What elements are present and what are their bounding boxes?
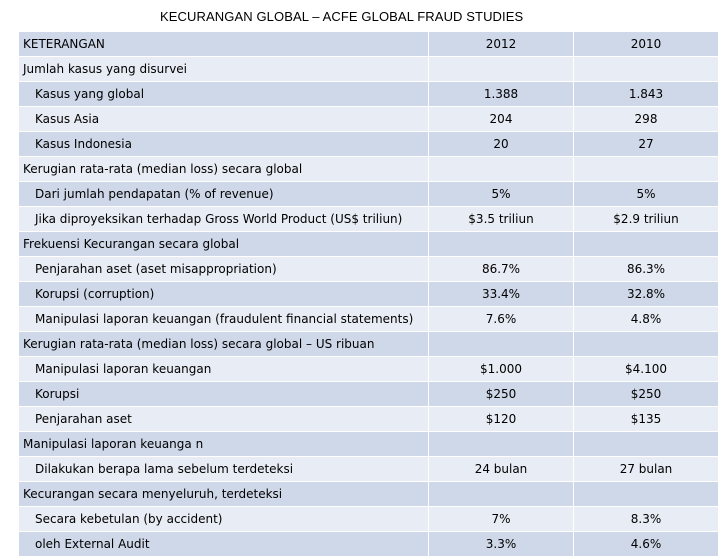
value-2012	[429, 57, 574, 82]
value-2010: 8.3%	[574, 507, 719, 532]
row-label: Korupsi	[19, 382, 429, 407]
value-2010: $250	[574, 382, 719, 407]
table-row	[19, 107, 719, 132]
value-2010: 4.6%	[574, 532, 719, 557]
table-row	[19, 207, 719, 232]
table-row	[19, 407, 719, 432]
section-row	[19, 157, 719, 182]
value-2012	[429, 157, 574, 182]
table-row	[19, 132, 719, 157]
value-2012: 1.388	[429, 82, 574, 107]
value-2012: 7%	[429, 507, 574, 532]
value-2012: 24 bulan	[429, 457, 574, 482]
row-label: Penjarahan aset	[19, 407, 429, 432]
value-2012: 33.4%	[429, 282, 574, 307]
row-label: Korupsi (corruption)	[19, 282, 429, 307]
value-2010	[574, 57, 719, 82]
value-2010: 32.8%	[574, 282, 719, 307]
header-2012: 2012	[429, 32, 574, 57]
value-2010: $135	[574, 407, 719, 432]
section-row	[19, 432, 719, 457]
value-2012: 86.7%	[429, 257, 574, 282]
row-label: Kasus yang global	[19, 82, 429, 107]
value-2010	[574, 157, 719, 182]
section-label: Kerugian rata-rata (median loss) secara global	[19, 157, 429, 182]
row-label: Secara kebetulan (by accident)	[19, 507, 429, 532]
table-row	[19, 507, 719, 532]
value-2012: 5%	[429, 182, 574, 207]
row-label: Manipulasi laporan keuangan	[19, 357, 429, 382]
section-label: Frekuensi Kecurangan secara global	[19, 232, 429, 257]
row-label: Manipulasi laporan keuangan (fraudulent financial statements)	[19, 307, 429, 332]
fraud-statistics-table	[18, 31, 719, 557]
section-row	[19, 332, 719, 357]
value-2012: 204	[429, 107, 574, 132]
slide-title: KECURANGAN GLOBAL – ACFE GLOBAL FRAUD STUDIES	[160, 9, 524, 24]
section-label: Manipulasi laporan keuanga n	[19, 432, 429, 457]
table-row	[19, 282, 719, 307]
value-2010	[574, 232, 719, 257]
value-2012: 3.3%	[429, 532, 574, 557]
section-row	[19, 232, 719, 257]
section-label: Jumlah kasus yang disurvei	[19, 57, 429, 82]
value-2012: $120	[429, 407, 574, 432]
header-keterangan: KETERANGAN	[19, 32, 429, 57]
row-label: Dilakukan berapa lama sebelum terdeteksi	[19, 457, 429, 482]
section-row	[19, 482, 719, 507]
header-2010: 2010	[574, 32, 719, 57]
value-2010	[574, 432, 719, 457]
value-2010: 86.3%	[574, 257, 719, 282]
section-label: Kerugian rata-rata (median loss) secara global – US ribuan	[19, 332, 429, 357]
row-label: Dari jumlah pendapatan (% of revenue)	[19, 182, 429, 207]
row-label: oleh External Audit	[19, 532, 429, 557]
value-2010	[574, 332, 719, 357]
row-label: Kasus Asia	[19, 107, 429, 132]
value-2012: $3.5 triliun	[429, 207, 574, 232]
value-2012: $1.000	[429, 357, 574, 382]
value-2012	[429, 332, 574, 357]
value-2010: $2.9 triliun	[574, 207, 719, 232]
section-row	[19, 57, 719, 82]
value-2010: $4.100	[574, 357, 719, 382]
value-2010	[574, 482, 719, 507]
row-label: Kasus Indonesia	[19, 132, 429, 157]
value-2012	[429, 232, 574, 257]
value-2010: 27	[574, 132, 719, 157]
value-2012	[429, 482, 574, 507]
row-label: Jika diproyeksikan terhadap Gross World Product (US$ triliun)	[19, 207, 429, 232]
value-2010: 1.843	[574, 82, 719, 107]
value-2012: 7.6%	[429, 307, 574, 332]
table-row	[19, 382, 719, 407]
table-row	[19, 182, 719, 207]
value-2012: 20	[429, 132, 574, 157]
row-label: Penjarahan aset (aset misappropriation)	[19, 257, 429, 282]
value-2010: 298	[574, 107, 719, 132]
title-band	[0, 0, 720, 31]
value-2012	[429, 432, 574, 457]
table-row	[19, 82, 719, 107]
table-header-row	[19, 32, 719, 57]
value-2010: 5%	[574, 182, 719, 207]
value-2010: 4.8%	[574, 307, 719, 332]
table-row	[19, 357, 719, 382]
table-row	[19, 457, 719, 482]
value-2010: 27 bulan	[574, 457, 719, 482]
section-label: Kecurangan secara menyeluruh, terdeteksi	[19, 482, 429, 507]
table-row	[19, 307, 719, 332]
value-2012: $250	[429, 382, 574, 407]
table-row	[19, 532, 719, 557]
table-row	[19, 257, 719, 282]
table-body	[19, 32, 719, 557]
